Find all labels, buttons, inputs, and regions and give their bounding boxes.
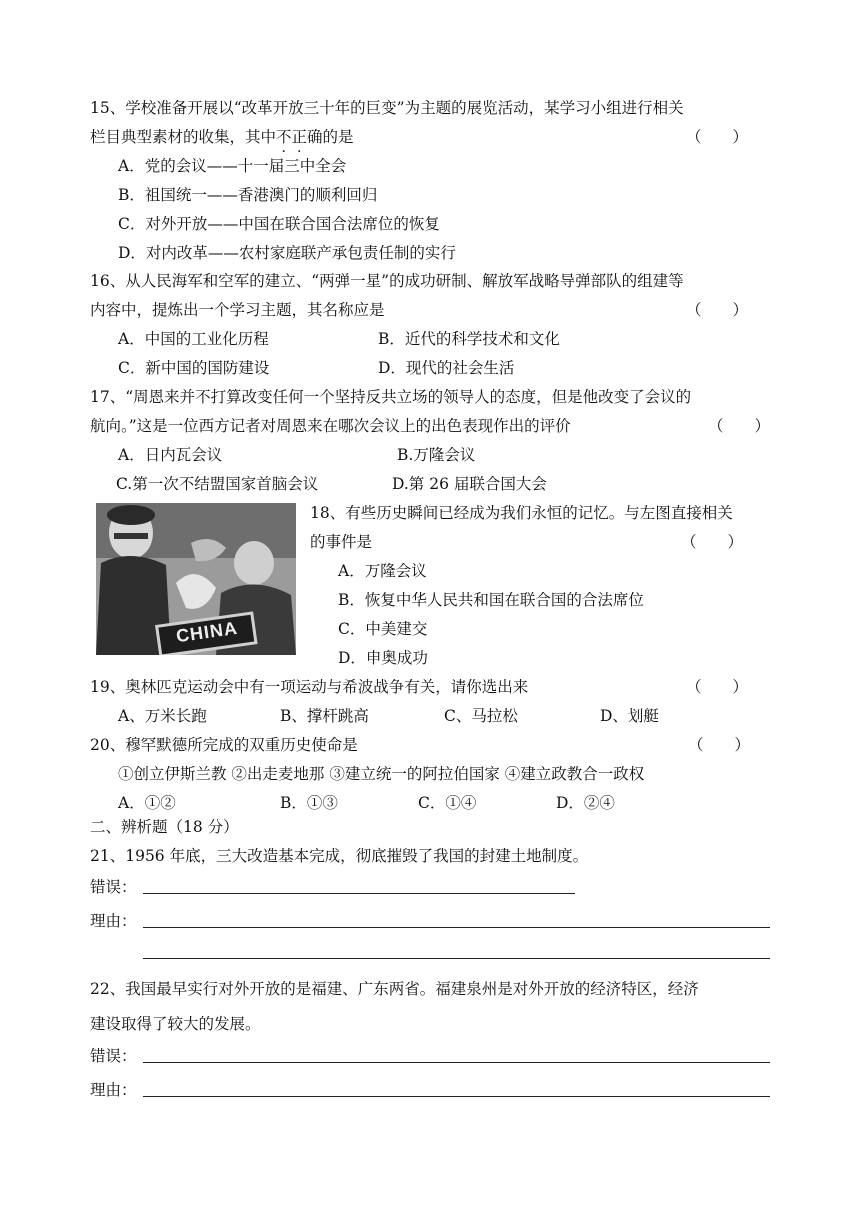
q16-answer-paren[interactable]: （ ） [686,301,749,319]
q18-option-b[interactable]: B．恢复中华人民共和国在联合国的合法席位 [338,591,644,609]
q15-stem-line1: 15、学校准备开展以“改革开放三十年的巨变”为主题的展览活动，某学习小组进行相关 [90,99,684,117]
q16-option-d[interactable]: D．现代的社会生活 [378,359,515,377]
q17-option-d[interactable]: D.第 26 届联合国大会 [392,475,547,493]
q22-stem-line2: 建设取得了较大的发展。 [90,1015,261,1033]
q18-historical-photo [96,503,296,655]
q20-items: ①创立伊斯兰教 ②出走麦地那 ③建立统一的阿拉伯国家 ④建立政教合一政权 [118,765,645,783]
q15-option-b[interactable]: B．祖国统一——香港澳门的顺利回归 [118,186,378,204]
q18-stem-line2: 的事件是 [310,533,373,551]
q19-option-a[interactable]: A、万米长跑 [118,707,207,725]
q19-option-b[interactable]: B、撑杆跳高 [280,707,369,725]
q20-option-d[interactable]: D．②④ [556,794,615,812]
q21-stem: 21、1956 年底，三大改造基本完成，彻底摧毁了我国的封建土地制度。 [90,847,589,865]
q16-option-c[interactable]: C．新中国的国防建设 [118,359,270,377]
q17-answer-paren[interactable]: （ ） [708,417,771,435]
q16-option-a[interactable]: A．中国的工业化历程 [118,330,269,348]
q16-option-b[interactable]: B．近代的科学技术和文化 [378,330,560,348]
q17-option-c[interactable]: C.第一次不结盟国家首脑会议 [116,475,319,493]
q18-stem-line1: 18、有些历史瞬间已经成为我们永恒的记忆。与左图直接相关 [310,504,733,522]
q20-answer-paren[interactable]: （ ） [688,736,751,754]
q15-emphasis-char-1: 不 [276,128,292,146]
q16-stem-line2: 内容中，提炼出一个学习主题，其名称应是 [90,301,385,319]
q22-error-label: 错误： [90,1047,137,1065]
q19-stem-line1: 19、奥林匹克运动会中有一项运动与希波战争有关，请你选出来 [90,678,529,696]
q17-stem-line1: 17、“周恩来并不打算改变任何一个坚持反共立场的领导人的态度，但是他改变了会议的 [90,388,692,406]
q22-stem-line1: 22、我国最早实行对外开放的是福建、广东两省。福建泉州是对外开放的经济特区，经济 [90,980,699,998]
q20-stem-line1: 20、穆罕默德所完成的双重历史使命是 [90,736,358,754]
q18-option-d[interactable]: D．申奥成功 [338,649,428,667]
q22-error-answer-line[interactable] [143,1062,770,1063]
q21-reason-answer-line-2[interactable] [143,958,770,959]
q15-option-c[interactable]: C．对外开放——中国在联合国合法席位的恢复 [118,215,440,233]
q15-option-d[interactable]: D．对内改革——农村家庭联产承包责任制的实行 [118,244,456,262]
q19-option-c[interactable]: C、马拉松 [444,707,518,725]
q16-stem-line1: 16、从人民海军和空军的建立、“两弹一星”的成功研制、解放军战略导弹部队的组建等 [90,272,684,290]
q15-stem-line2 [90,127,354,147]
q19-answer-paren[interactable]: （ ） [686,678,749,696]
q20-option-b[interactable]: B．①③ [280,794,338,812]
q15-option-a[interactable]: A．党的会议——十一届三中全会 [118,157,347,175]
q21-reason-answer-line-1[interactable] [143,927,770,928]
q20-option-a[interactable]: A．①② [118,794,176,812]
q17-stem-line2: 航向。”这是一位西方记者对周恩来在哪次会议上的出色表现作出的评价 [90,417,571,435]
q17-option-b[interactable]: B.万隆会议 [397,446,476,464]
q18-answer-paren[interactable]: （ ） [681,533,744,551]
q15-answer-paren[interactable]: （ ） [686,128,749,146]
q15-stem-part-end: 确的是 [307,128,354,146]
q21-reason-label: 理由： [90,912,137,930]
q18-option-c[interactable]: C．中美建交 [338,620,428,638]
q18-option-a[interactable]: A．万隆会议 [338,562,427,580]
q17-option-a[interactable]: A．日内瓦会议 [118,446,223,464]
q19-option-d[interactable]: D、划艇 [600,707,659,725]
q21-error-answer-line[interactable] [143,893,575,894]
q18-photo-sign-text: CHINA [174,617,240,647]
section-heading: 二、辨析题（18 分） [90,818,239,836]
q20-option-c[interactable]: C．①④ [418,794,477,812]
q21-error-label: 错误： [90,878,137,896]
q15-emphasis-char-2: 正 [291,128,308,146]
q22-reason-label: 理由： [90,1081,137,1099]
q15-stem-part: 栏目典型素材的收集，其中 [90,128,277,146]
q22-reason-answer-line[interactable] [143,1096,770,1097]
